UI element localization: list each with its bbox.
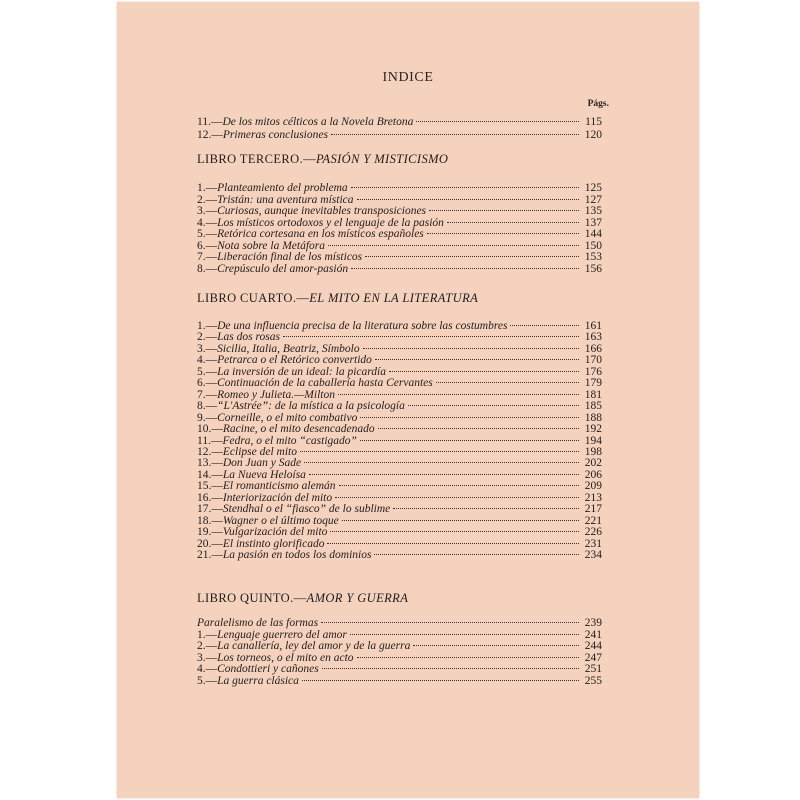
toc-entry-page: 166 <box>584 342 602 355</box>
toc-entry-page: 135 <box>584 205 602 217</box>
toc-entry-page: 192 <box>584 423 602 436</box>
section-subtitle: AMOR Y GUERRA <box>306 591 409 605</box>
dot-leader <box>510 325 579 326</box>
toc-entry-page: 179 <box>584 377 602 390</box>
toc-entry-number: 6.— <box>197 377 218 390</box>
dot-leader <box>338 394 579 395</box>
toc-entry-page: 137 <box>584 216 602 229</box>
toc-entry <box>197 262 602 276</box>
toc-entry-title: Racine, o el mito desencadenado <box>222 423 375 436</box>
dot-leader <box>350 634 579 635</box>
toc-entry-title: Primeras conclusiones <box>222 129 328 142</box>
toc-entry-page: 156 <box>584 262 602 275</box>
toc-entry-number: 3.— <box>197 205 218 217</box>
toc-entry-title: Planteamiento del problema <box>217 182 348 194</box>
dot-leader <box>416 121 579 122</box>
toc-entry-title: Vulgarización del mito <box>222 526 328 539</box>
toc-entry-page: 234 <box>584 549 602 561</box>
dot-leader <box>363 348 579 349</box>
toc-entry-page: 144 <box>584 228 602 240</box>
toc-entry <box>197 115 602 129</box>
toc-entry-page: 161 <box>584 320 602 332</box>
toc-entry-title: Petrarca o el Retórico convertido <box>217 354 372 367</box>
toc-entry-number: 14.— <box>197 468 223 481</box>
toc-entry-title: Interiorización del mito <box>222 491 333 504</box>
toc-entry-number: 8.— <box>197 262 218 275</box>
dot-leader <box>283 336 579 337</box>
toc-entry-number: 13.— <box>197 457 223 470</box>
toc-entry-number: 1.— <box>197 628 218 641</box>
section-heading <box>197 291 478 306</box>
dot-leader <box>322 668 579 669</box>
toc-entry-title: Wagner o el último toque <box>222 514 339 527</box>
dot-leader <box>335 497 579 498</box>
dot-leader <box>302 680 579 681</box>
toc-entry <box>197 548 602 562</box>
toc-entry-number: 2.— <box>197 193 218 206</box>
section-label: LIBRO QUINTO.— <box>197 591 307 605</box>
toc-entry-title: El romanticismo alemán <box>222 480 336 493</box>
toc-entry-number: 10.— <box>197 423 223 436</box>
toc-entry-page: 198 <box>584 445 602 458</box>
dot-leader <box>374 554 579 555</box>
toc-entry-title: Curiosas, aunque inevitables transposiciones <box>217 205 427 217</box>
dot-leader <box>342 520 579 521</box>
dot-leader <box>429 210 579 211</box>
toc-entry-title: Continuación de la caballería hasta Cervantes <box>217 377 433 390</box>
toc-entry-number: 15.— <box>197 480 223 493</box>
toc-entry-title: La Nueva Heloísa <box>222 468 306 481</box>
page-title: INDICE <box>382 70 434 85</box>
toc-entry <box>197 128 602 142</box>
toc-entry-title: Paralelismo de las formas <box>197 617 319 629</box>
toc-entry-title: Lenguaje guerrero del amor <box>217 628 347 641</box>
toc-entry-number: 3.— <box>197 342 218 355</box>
toc-entry-number: 11.— <box>197 434 223 447</box>
dot-leader <box>393 508 579 509</box>
dot-leader <box>351 268 579 269</box>
toc-entry-page: 239 <box>584 617 602 629</box>
toc-entry-title: Retórica cortesana en los místicos españoles <box>217 228 424 240</box>
dot-leader <box>360 440 579 441</box>
toc-entry-number: 1.— <box>197 182 218 194</box>
dot-leader <box>436 382 579 383</box>
toc-entry-title: La canallería, ley del amor y de la guerra <box>217 640 411 653</box>
toc-entry-page: 181 <box>584 388 602 401</box>
toc-entry-title: “L'Astrée”: de la mística a la psicología <box>217 400 405 413</box>
pages-column-header: Págs. <box>587 99 609 109</box>
toc-entry-page: 217 <box>584 503 602 516</box>
toc-entry-title: La inversión de un ideal: la picardía <box>217 365 386 378</box>
dot-leader <box>447 222 579 223</box>
dot-leader <box>408 405 579 406</box>
section-heading <box>197 591 408 606</box>
toc-entry-number: 16.— <box>197 491 223 504</box>
toc-entry-title: Condottieri y cañones <box>217 663 319 676</box>
toc-entry <box>197 674 602 688</box>
toc-entry-page: 163 <box>584 331 602 344</box>
toc-entry-page: 120 <box>584 129 602 142</box>
section-label: LIBRO CUARTO.— <box>197 291 310 305</box>
toc-entry-number: 6.— <box>197 239 218 252</box>
toc-entry-title: Sicilia, Italia, Beatriz, Símbolo <box>217 342 360 355</box>
toc-entry-number: 2.— <box>197 640 218 653</box>
dot-leader <box>389 371 579 372</box>
toc-entry-title: Crepúsculo del amor-pasión <box>217 262 349 275</box>
toc-entry-page: 213 <box>584 491 602 504</box>
toc-entry-title: De los mitos célticos a la Novela Bretona <box>222 116 414 128</box>
toc-entry-number: 1.— <box>197 320 218 332</box>
dot-leader <box>351 187 579 188</box>
toc-entry-title: Don Juan y Sade <box>222 457 302 470</box>
toc-entry-title: Nota sobre la Metáfora <box>217 239 325 252</box>
toc-entry-title: Liberación final de los místicos <box>217 251 363 263</box>
toc-entry-page: 115 <box>585 116 602 128</box>
toc-entry-page: 221 <box>584 514 602 527</box>
toc-entry-page: 150 <box>584 239 602 252</box>
dot-leader <box>360 417 579 418</box>
toc-entry-page: 255 <box>584 675 602 687</box>
dot-leader <box>427 233 579 234</box>
toc-entry-number: 4.— <box>197 663 218 676</box>
toc-entry-page: 247 <box>584 651 602 664</box>
dot-leader <box>357 657 579 658</box>
dot-leader <box>365 256 579 257</box>
toc-entry-number: 9.— <box>197 411 218 424</box>
dot-leader <box>413 645 579 646</box>
toc-entry-number: 4.— <box>197 216 218 229</box>
toc-entry-title: La pasión en todos los dominios <box>222 549 372 561</box>
toc-entry-page: 226 <box>584 526 602 539</box>
toc-entry-title: Los torneos, o el mito en acto <box>217 651 354 664</box>
dot-leader <box>331 134 579 135</box>
toc-entry-number: 2.— <box>197 331 218 344</box>
toc-entry-number: 4.— <box>197 354 218 367</box>
toc-entry-title: Stendhal o el “fiasco” de lo sublime <box>222 503 391 516</box>
toc-entry-page: 194 <box>584 434 602 447</box>
toc-entry-number: 7.— <box>197 251 218 263</box>
section-subtitle: EL MITO EN LA LITERATURA <box>309 291 479 305</box>
toc-entry-page: 153 <box>584 251 602 263</box>
toc-entry-title: El instinto glorificado <box>222 537 325 550</box>
toc-entry-page: 188 <box>584 411 602 424</box>
dot-leader <box>328 245 579 246</box>
book-page <box>117 2 699 798</box>
toc-entry-number: 7.— <box>197 388 218 401</box>
toc-entry-number: 8.— <box>197 400 218 413</box>
toc-entry-title: Tristán: una aventura mística <box>217 193 354 206</box>
section-subtitle: PASIÓN Y MISTICISMO <box>315 152 449 166</box>
dot-leader <box>309 474 579 475</box>
toc-entry-title: De una influencia precisa de la literatura sobre las costumbres <box>217 320 508 332</box>
dot-leader <box>330 531 579 532</box>
dot-leader <box>300 451 579 452</box>
dot-leader <box>375 359 579 360</box>
toc-entry-page: 231 <box>584 537 602 550</box>
toc-entry-page: 125 <box>584 182 602 194</box>
section-heading <box>197 152 448 167</box>
toc-entry-page: 176 <box>584 365 602 378</box>
toc-entry-title: Fedra, o el mito “castigado” <box>222 434 357 447</box>
toc-entry-number: 11.— <box>197 116 223 128</box>
dot-leader <box>327 543 579 544</box>
toc-entry-number: 5.— <box>197 228 218 240</box>
dot-leader <box>339 485 579 486</box>
toc-entry-number: 5.— <box>197 365 218 378</box>
toc-entry-page: 185 <box>584 400 602 413</box>
dot-leader <box>357 199 579 200</box>
toc-entry-number: 12.— <box>197 129 223 142</box>
toc-entry-title: La guerra clásica <box>217 675 299 687</box>
toc-entry-page: 127 <box>584 193 602 206</box>
toc-entry-page: 244 <box>584 640 602 653</box>
dot-leader <box>321 622 579 623</box>
toc-entry-number: 3.— <box>197 651 218 664</box>
toc-entry-number: 18.— <box>197 514 223 527</box>
toc-entry-number: 19.— <box>197 526 223 539</box>
toc-entry-number: 21.— <box>197 549 223 561</box>
toc-entry-page: 206 <box>584 468 602 481</box>
toc-entry-number: 5.— <box>197 675 218 687</box>
toc-entry-title: Romeo y Julieta.—Milton <box>217 388 335 401</box>
toc-entry-title: Los místicos ortodoxos y el lenguaje de la pasión <box>217 216 444 229</box>
toc-entry-page: 209 <box>584 480 602 493</box>
toc-entry-page: 251 <box>584 663 602 676</box>
dot-leader <box>304 462 579 463</box>
toc-entry-number: 12.— <box>197 445 223 458</box>
toc-entry-title: Eclipse del mito <box>222 445 297 458</box>
toc-entry-page: 241 <box>584 628 602 641</box>
toc-entry-page: 202 <box>584 457 602 470</box>
toc-entry-number: 20.— <box>197 537 223 550</box>
section-label: LIBRO TERCERO.— <box>197 152 316 166</box>
toc-entry-title: Corneille, o el mito combativo <box>217 411 358 424</box>
toc-entry-page: 170 <box>584 354 602 367</box>
toc-entry-number: 17.— <box>197 503 223 516</box>
toc-entry-title: Las dos rosas <box>217 331 280 344</box>
dot-leader <box>378 428 579 429</box>
